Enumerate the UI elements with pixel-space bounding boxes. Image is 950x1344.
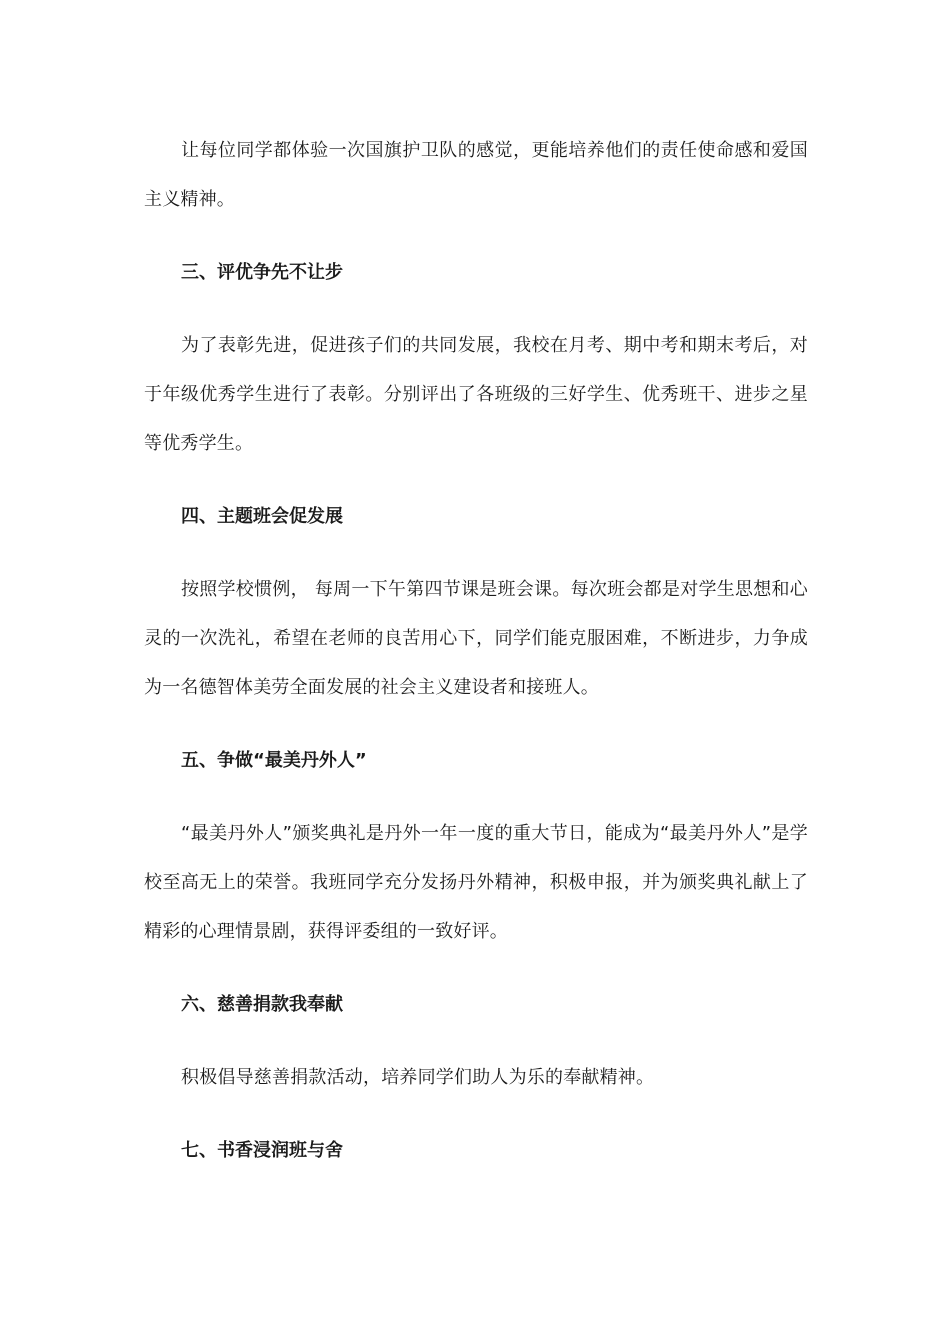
- spacer: [144, 468, 808, 492]
- heading-section-4: 四、主题班会促发展: [181, 506, 343, 527]
- paragraph-awards: 为了表彰先进，促进孩子们的共同发展，我校在月考、期中考和期末考后，对于年级优秀学生进行了表彰。分别评出了各班级的三好学生、优秀班干、进步之星等优秀学生。: [144, 335, 808, 454]
- spacer: [144, 785, 808, 809]
- paragraph-flag-guard: 让每位同学都体验一次国旗护卫队的感觉，更能培养他们的责任使命感和爱国主义精神。: [144, 140, 808, 210]
- spacer: [144, 297, 808, 321]
- heading-section-5: 五、争做“最美丹外人”: [181, 750, 367, 771]
- heading-section-3: 三、评优争先不让步: [181, 262, 343, 283]
- spacer: [144, 541, 808, 565]
- heading-section-7: 七、书香浸润班与舍: [181, 1140, 343, 1161]
- paragraph-class-meeting: 按照学校惯例， 每周一下午第四节课是班会课。每次班会都是对学生思想和心灵的一次洗礼，希望在老师的良苦用心下，同学们能克服困难，不断进步，力争成为一名德智体美劳全面发展的社会主义建设者和接班人。: [144, 579, 808, 698]
- paragraph-most-beautiful: “最美丹外人”颁奖典礼是丹外一年一度的重大节日，能成为“最美丹外人”是学校至高无上的荣誉。我班同学充分发扬丹外精神，积极申报，并为颁奖典礼献上了精彩的心理情景剧，获得评委组的一致好评。: [144, 823, 808, 942]
- paragraph-charity: 积极倡导慈善捐款活动，培养同学们助人为乐的奉献精神。: [181, 1067, 655, 1088]
- spacer: [144, 224, 808, 248]
- spacer: [144, 712, 808, 736]
- spacer: [144, 1029, 808, 1053]
- document-body: [144, 126, 808, 1175]
- spacer: [144, 956, 808, 980]
- spacer: [144, 1102, 808, 1126]
- heading-section-6: 六、慈善捐款我奉献: [181, 994, 343, 1015]
